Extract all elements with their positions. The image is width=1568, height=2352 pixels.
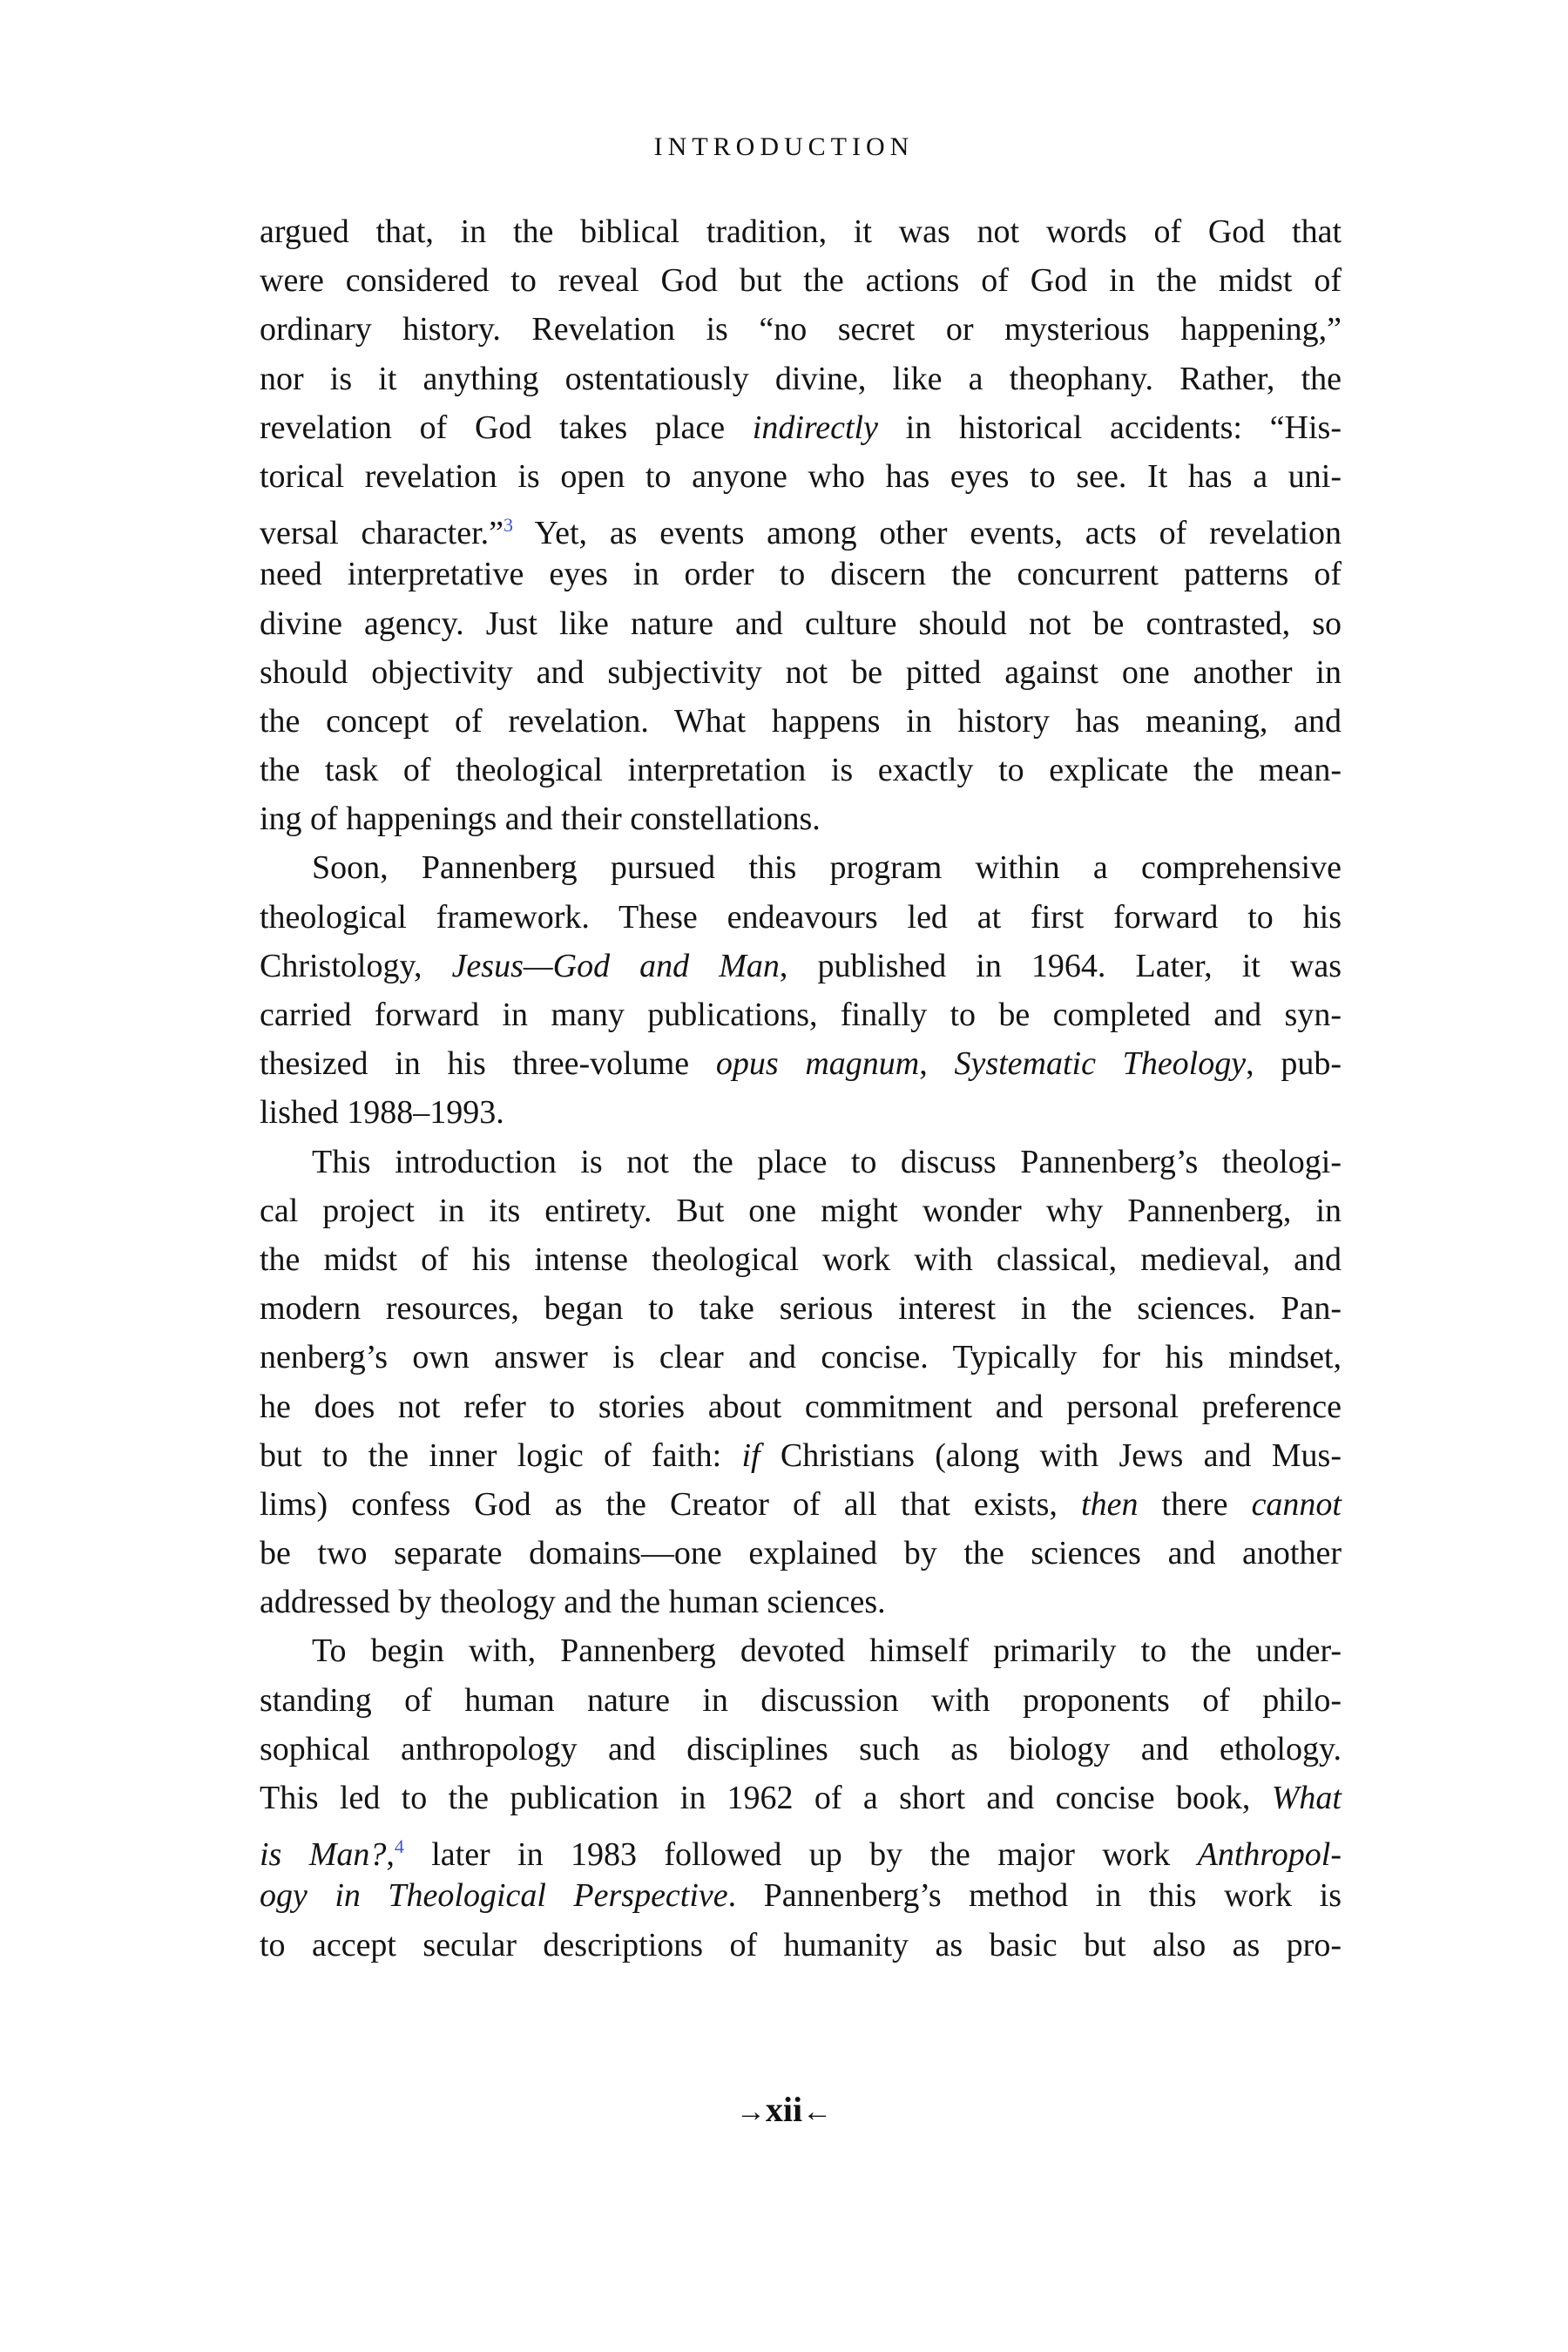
text-line <box>260 1088 1342 1137</box>
footnote-ref-3[interactable]: 3 <box>504 514 514 537</box>
line-content <box>260 654 1342 691</box>
text-line <box>260 207 1342 256</box>
line-content <box>260 213 1342 250</box>
text-run: divine agency. Just like nature and culture should not be contrasted, so <box>260 605 1342 642</box>
text-run: but to the inner logic of faith: <box>260 1436 742 1474</box>
line-content <box>260 1094 504 1131</box>
text-run: the midst of his intense theological work with classical, medieval, and <box>260 1240 1342 1278</box>
text-run: he does not refer to stories about commitment and personal preference <box>260 1388 1342 1425</box>
italic-text: What <box>1271 1780 1342 1816</box>
text-line <box>260 1871 1342 1920</box>
line-content <box>260 1682 1342 1719</box>
text-run: This led to the publication in 1962 of a short and concise book, <box>260 1780 1272 1816</box>
text-run: This introduction is not the place to discuss Pannenberg’s theologi- <box>312 1143 1342 1180</box>
line-content <box>260 1836 1342 1873</box>
text-run: Christians (along with Jews and Mus- <box>760 1436 1342 1474</box>
text-run: , <box>386 1836 395 1874</box>
line-content <box>260 1927 1342 1963</box>
page-number <box>0 2089 1568 2130</box>
text-line <box>260 403 1342 452</box>
line-content <box>312 1144 1342 1180</box>
text-run: lished 1988–1993. <box>260 1094 504 1132</box>
text-run: standing of human nature in discussion with proponents of philo- <box>260 1681 1342 1719</box>
line-content <box>260 1339 1342 1375</box>
italic-text: Anthropol- <box>1197 1836 1342 1874</box>
line-content <box>260 997 1342 1033</box>
text-run: versal character.” <box>260 515 504 552</box>
body-text <box>260 207 1342 1970</box>
text-run: Soon, Pannenberg pursued this program within a comprehensive <box>312 849 1342 887</box>
text-line <box>260 1039 1342 1088</box>
text-run: be two separate domains—one explained by the sciences and another <box>260 1535 1342 1572</box>
text-line <box>260 1480 1342 1529</box>
text-run: sophical anthropology and disciplines such as biology and ethology. <box>260 1730 1342 1767</box>
text-line <box>260 501 1342 550</box>
text-line <box>260 1235 1342 1284</box>
line-content <box>312 1632 1342 1669</box>
italic-text: cannot <box>1251 1485 1342 1523</box>
line-content <box>260 801 821 837</box>
italic-text: opus magnum <box>715 1045 920 1083</box>
footnote-ref-4[interactable]: 4 <box>394 1835 404 1858</box>
line-content <box>260 1877 1342 1914</box>
text-run: modern resources, began to take serious interest in the sciences. Pan- <box>260 1290 1342 1328</box>
line-content <box>260 1389 1342 1425</box>
text-run: were considered to reveal God but the actions of God in the midst of <box>260 262 1342 300</box>
line-content <box>260 1290 1342 1327</box>
line-content <box>260 1535 1342 1571</box>
text-run: nor is it anything ostentatiously divine, like a theophany. Rather, the <box>260 360 1342 397</box>
text-run: lims) confess God as the Creator of all that exists, <box>260 1485 1082 1523</box>
text-line <box>260 1676 1342 1725</box>
text-run: to accept secular descriptions of humanity as basic but also as pro- <box>260 1926 1342 1963</box>
text-line <box>260 942 1342 990</box>
text-run: . Pannenberg’s method in this work is <box>727 1877 1342 1915</box>
text-run: need interpretative eyes in order to discern the concurrent patterns of <box>260 556 1342 593</box>
text-run: addressed by theology and the human sciences. <box>260 1584 886 1621</box>
text-run: argued that, in the biblical tradition, it was not words of God that <box>260 213 1342 250</box>
line-content <box>260 899 1342 936</box>
line-content <box>260 458 1342 495</box>
line-content <box>260 1193 1342 1229</box>
line-content <box>260 1584 886 1620</box>
text-run: theological framework. These endeavours led at first forward to his <box>260 898 1342 936</box>
text-line <box>260 1578 1342 1626</box>
line-content <box>260 262 1342 299</box>
text-line <box>260 1333 1342 1382</box>
text-run: revelation of God takes place <box>260 409 753 446</box>
text-line <box>260 599 1342 648</box>
text-line <box>260 1284 1342 1333</box>
italic-text: is Man? <box>260 1836 387 1874</box>
text-run: the task of theological interpretation is exactly to explicate the mean- <box>260 752 1342 789</box>
text-line <box>260 794 1342 843</box>
text-run: ing of happenings and their constellations. <box>260 801 821 838</box>
text-run: ordinary history. Revelation is “no secret or mysterious happening,” <box>260 311 1342 348</box>
text-run: in historical accidents: “His- <box>877 409 1342 446</box>
text-line <box>260 305 1342 354</box>
italic-text: then <box>1081 1485 1139 1523</box>
text-line <box>260 1626 1342 1675</box>
italic-text: if <box>741 1436 760 1474</box>
text-line <box>260 697 1342 746</box>
italic-text: indirectly <box>752 409 878 446</box>
text-run: the concept of revelation. What happens in history has meaning, and <box>260 702 1342 740</box>
line-content <box>260 1486 1342 1523</box>
line-content <box>260 948 1342 984</box>
line-content <box>260 1780 1342 1816</box>
right-ornament-icon: ← <box>802 2096 833 2128</box>
line-content <box>260 703 1342 740</box>
text-line <box>260 1186 1342 1235</box>
page-number-value: xii <box>765 2090 803 2129</box>
text-line <box>260 893 1342 942</box>
line-content <box>260 1731 1342 1767</box>
text-run: nenberg’s own answer is clear and concise. Typically for his mindset, <box>260 1339 1342 1376</box>
line-content <box>260 556 1342 592</box>
text-line <box>260 452 1342 501</box>
text-run: later in 1983 followed up by the major work <box>403 1836 1198 1874</box>
text-run: carried forward in many publications, finally to be completed and syn- <box>260 997 1342 1033</box>
text-run: , pub- <box>1246 1045 1342 1083</box>
text-line <box>260 1822 1342 1874</box>
text-run: Yet, as events among other events, acts of revelation <box>513 515 1342 552</box>
text-run: cal project in its entirety. But one might wonder why Pannenberg, in <box>260 1192 1342 1229</box>
text-line <box>260 990 1342 1039</box>
left-ornament-icon: → <box>735 2096 766 2128</box>
text-line <box>260 1774 1342 1822</box>
line-content <box>260 1241 1342 1278</box>
line-content <box>260 515 1342 551</box>
text-line <box>260 1431 1342 1480</box>
text-line <box>260 648 1342 697</box>
text-line <box>260 1138 1342 1186</box>
text-line <box>260 1725 1342 1774</box>
text-line <box>260 1921 1342 1970</box>
text-line <box>260 256 1342 305</box>
text-line <box>260 1529 1342 1578</box>
line-content <box>260 1437 1342 1474</box>
text-run: torical revelation is open to anyone who has eyes to see. It has a uni- <box>260 457 1342 495</box>
italic-text: Jesus—God and Man <box>451 947 780 984</box>
italic-text: Systematic Theology <box>954 1045 1247 1083</box>
line-content <box>260 605 1342 642</box>
line-content <box>260 311 1342 348</box>
text-line <box>260 746 1342 794</box>
line-content <box>260 409 1342 446</box>
line-content <box>260 361 1342 397</box>
text-run: , <box>919 1045 955 1083</box>
italic-text: ogy in Theological Perspective <box>260 1877 728 1915</box>
line-content <box>260 752 1342 788</box>
line-content <box>260 1045 1342 1082</box>
text-line <box>260 355 1342 403</box>
text-line <box>260 550 1342 598</box>
text-run: To begin with, Pannenberg devoted himself primarily to the under- <box>312 1632 1342 1670</box>
running-head: INTRODUCTION <box>653 132 915 161</box>
text-line <box>260 843 1342 892</box>
line-content <box>312 849 1342 886</box>
text-run: there <box>1138 1485 1252 1523</box>
text-run: thesized in his three-volume <box>260 1045 716 1083</box>
text-line <box>260 1382 1342 1431</box>
text-run: should objectivity and subjectivity not be pitted against one another in <box>260 653 1342 691</box>
text-run: Christology, <box>260 947 452 984</box>
text-run: , published in 1964. Later, it was <box>779 947 1342 984</box>
